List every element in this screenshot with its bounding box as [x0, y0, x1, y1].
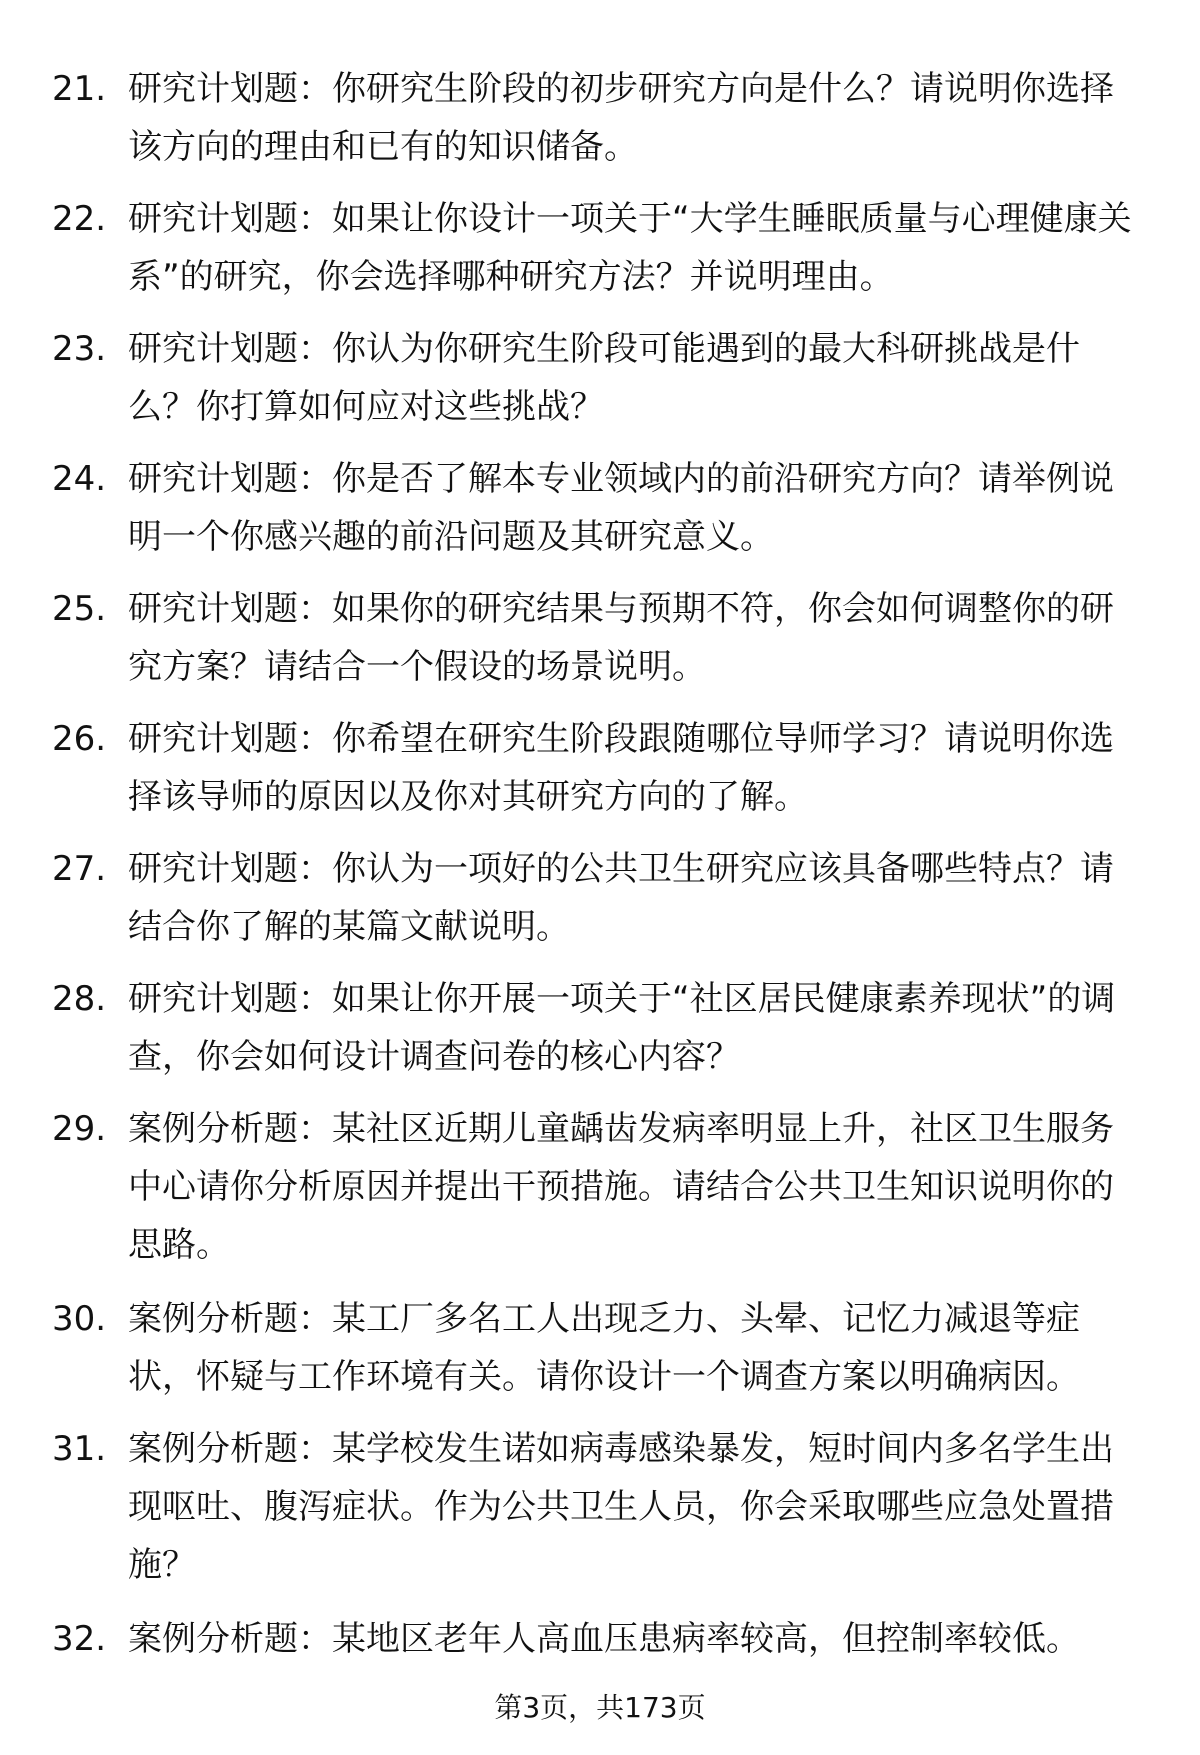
- question-text: 研究计划题：你希望在研究生阶段跟随哪位导师学习？请说明你选择该导师的原因以及你对其研究方向的了解。: [128, 719, 1114, 817]
- question-number: 31.: [52, 1429, 107, 1469]
- question-number: 32.: [52, 1619, 107, 1659]
- question-number: 23.: [52, 329, 107, 369]
- question-text: 研究计划题：如果让你设计一项关于“大学生睡眠质量与心理健康关系”的研究，你会选择哪种研究方法？并说明理由。: [128, 199, 1132, 297]
- question-number: 28.: [52, 979, 107, 1019]
- question-text: 案例分析题：某地区老年人高血压患病率较高，但控制率较低。: [128, 1619, 1080, 1659]
- question-number: 29.: [52, 1109, 107, 1149]
- question-text: 案例分析题：某社区近期儿童龋齿发病率明显上升，社区卫生服务中心请你分析原因并提出干预措施。请结合公共卫生知识说明你的思路。: [128, 1109, 1114, 1265]
- question-text: 研究计划题：如果你的研究结果与预期不符，你会如何调整你的研究方案？请结合一个假设的场景说明。: [128, 589, 1114, 687]
- question-text: 研究计划题：你认为一项好的公共卫生研究应该具备哪些特点？请结合你了解的某篇文献说明。: [128, 849, 1114, 947]
- question-number: 22.: [52, 199, 107, 239]
- question-number: 25.: [52, 589, 107, 629]
- question-number: 21.: [52, 69, 107, 109]
- question-text: 案例分析题：某工厂多名工人出现乏力、头晕、记忆力减退等症状，怀疑与工作环境有关。请你设计一个调查方案以明确病因。: [128, 1299, 1080, 1397]
- question-text: 研究计划题：如果让你开展一项关于“社区居民健康素养现状”的调查，你会如何设计调查问卷的核心内容？: [128, 979, 1116, 1077]
- question-text: 研究计划题：你是否了解本专业领域内的前沿研究方向？请举例说明一个你感兴趣的前沿问题及其研究意义。: [128, 459, 1114, 557]
- question-text: 案例分析题：某学校发生诺如病毒感染暴发，短时间内多名学生出现呕吐、腹泻症状。作为公共卫生人员，你会采取哪些应急处置措施？: [128, 1429, 1114, 1585]
- question-text: 研究计划题：你研究生阶段的初步研究方向是什么？请说明你选择该方向的理由和已有的知识储备。: [128, 69, 1114, 167]
- question-number: 30.: [52, 1299, 107, 1339]
- question-number: 26.: [52, 719, 107, 759]
- page-footer: [0, 1688, 1200, 1728]
- question-number: 24.: [52, 459, 107, 499]
- page-number-label: 第3页，共173页: [494, 1691, 706, 1724]
- question-text: 研究计划题：你认为你研究生阶段可能遇到的最大科研挑战是什么？你打算如何应对这些挑战？: [128, 329, 1080, 427]
- question-number: 27.: [52, 849, 107, 889]
